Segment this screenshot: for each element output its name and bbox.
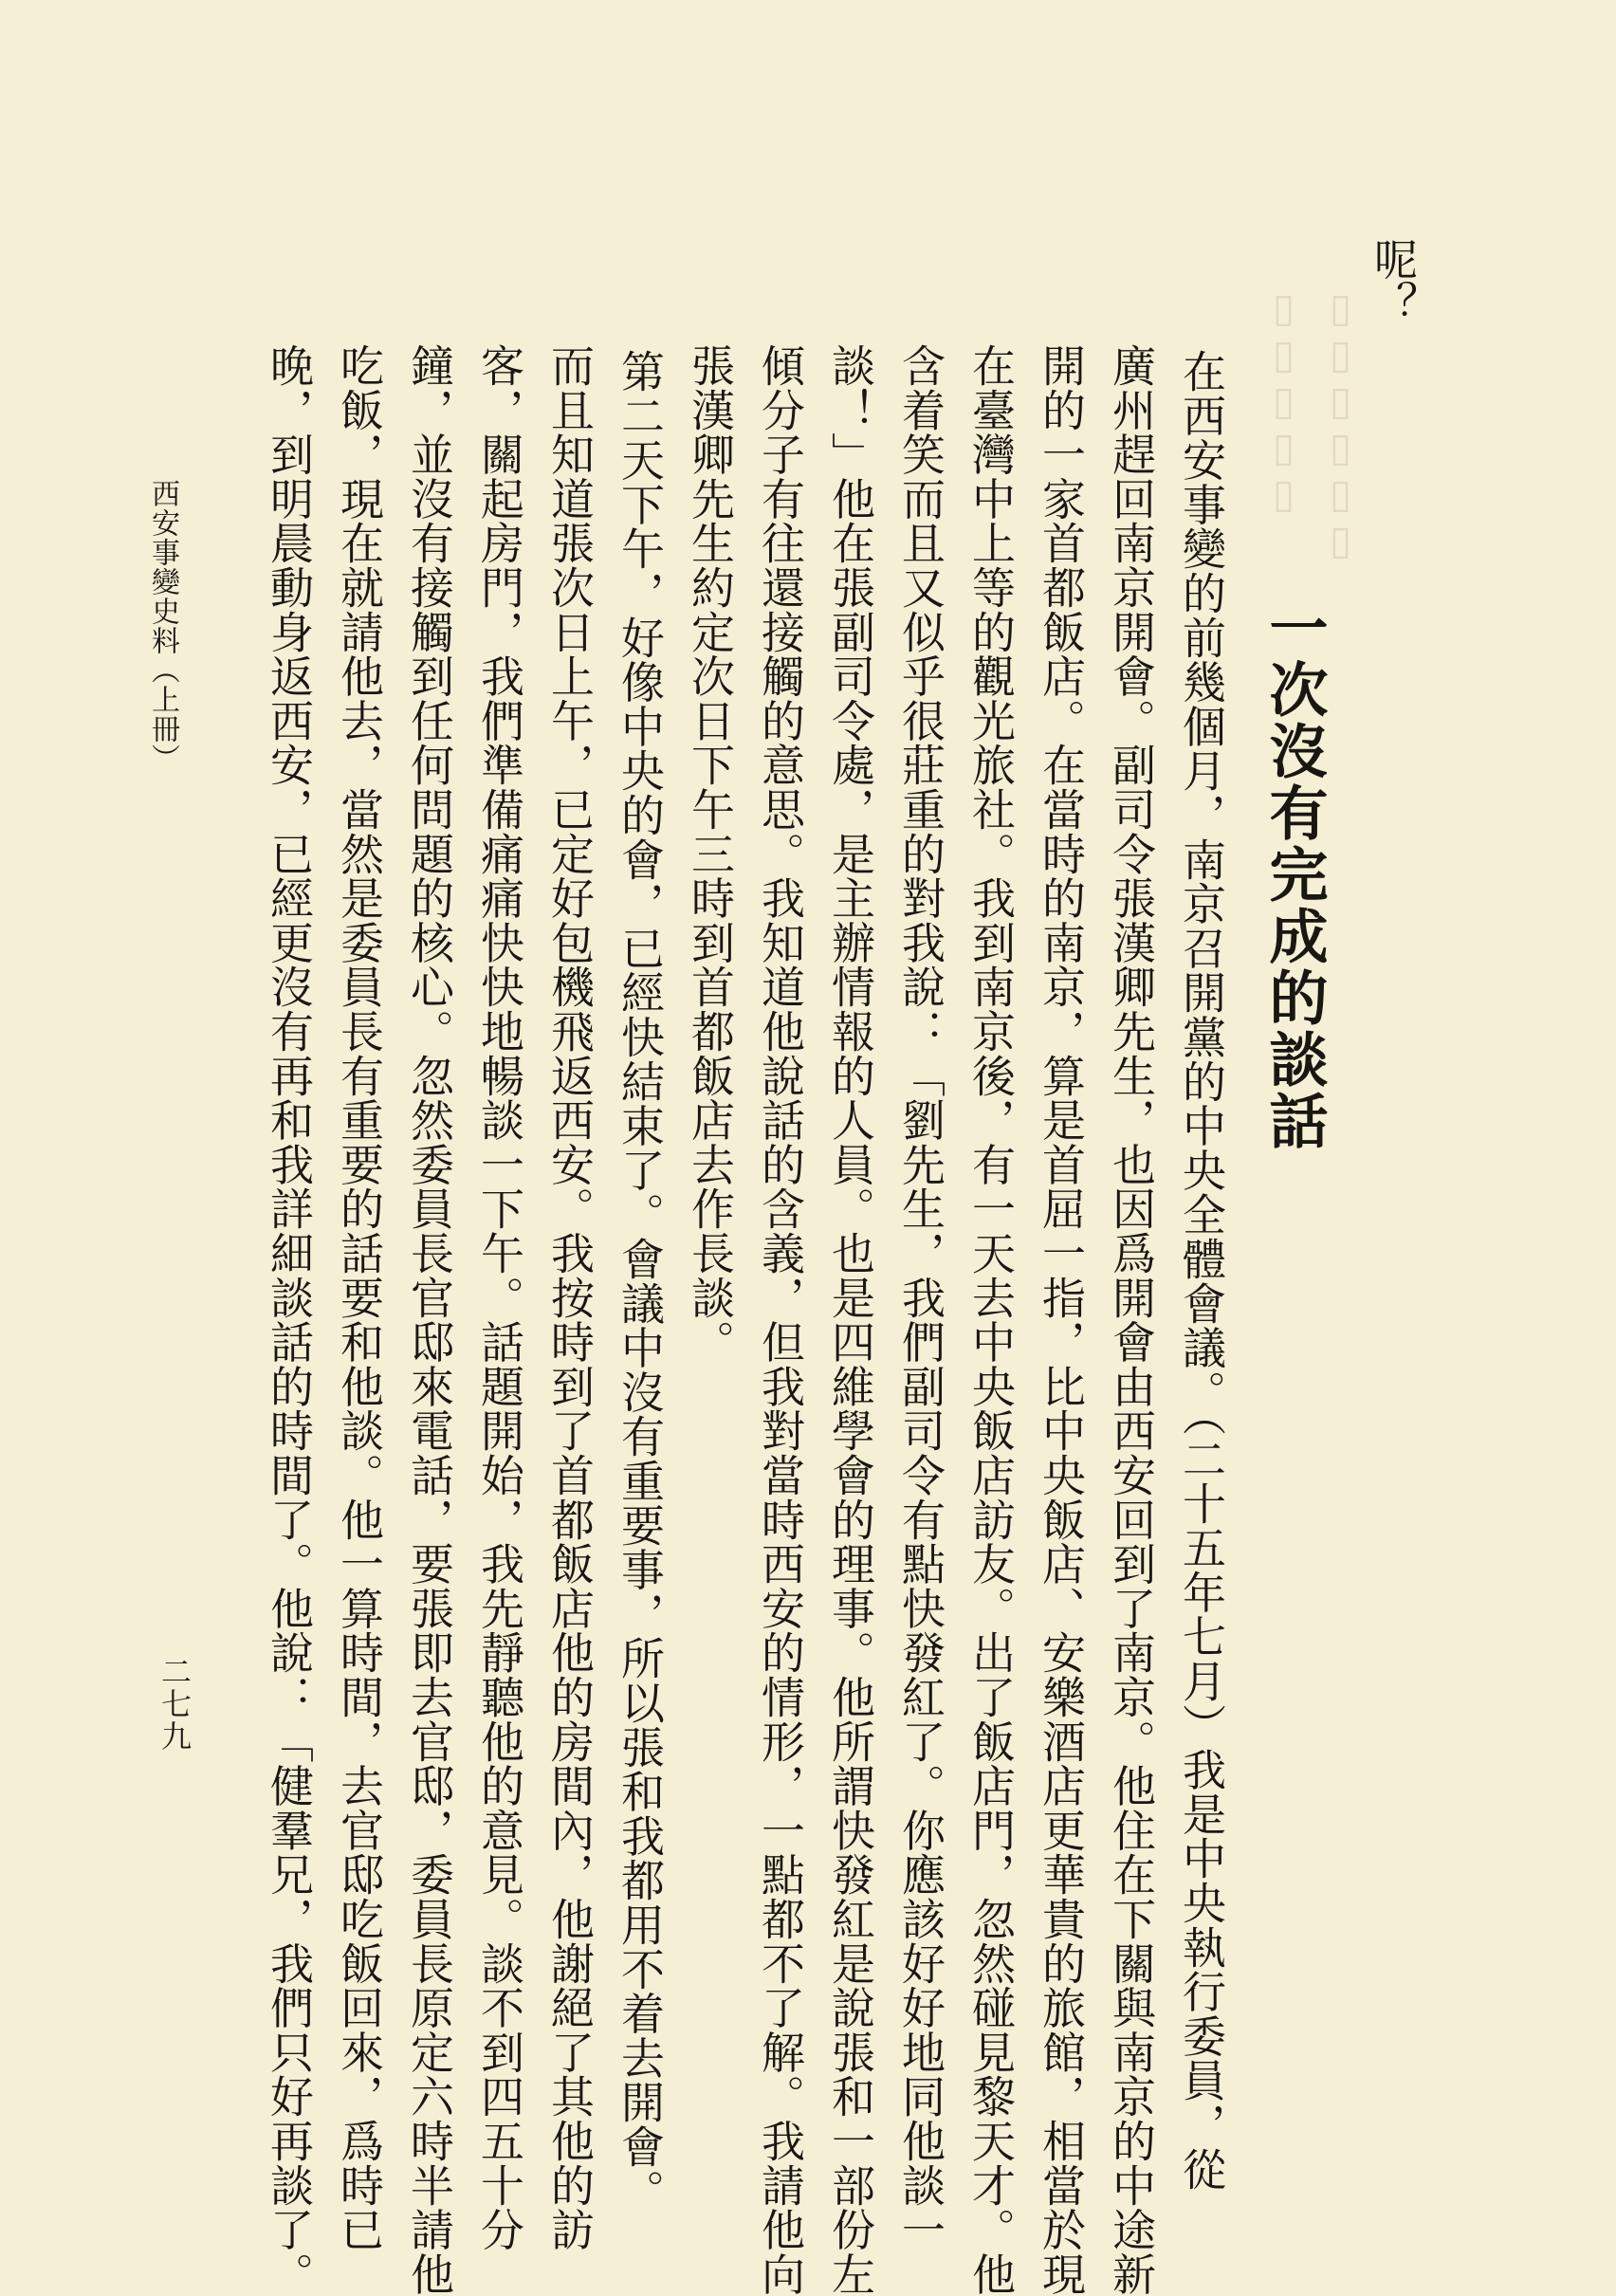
text-column-7: 傾分子有往還接觸的意思。我知道他說話的含義，但我對當時西安的情形，一點都不了解。我請他向 <box>755 343 806 2296</box>
book-title-footer: 西安事變史料（上冊） <box>146 479 179 773</box>
text-column-14: 晚，到明晨動身返西安，已經更沒有再和我詳細談話的時間了。他說：「健羣兄，我們只好再談了。 <box>264 343 315 2296</box>
text-column-2: 廣州趕回南京開會。副司令張漢卿先生，也因爲開會由西安回到了南京。他住在下關與南京的中途新 <box>1106 343 1157 2296</box>
text-column-13: 吃飯，現在就請他去，當然是委員長有重要的話要和他談。他一算時間，去官邸吃飯回來，爲時已 <box>334 343 385 2252</box>
text-column-1: 在西安事變的前幾個月，南京召開黨的中央全體會議。（二十五年七月）我是中央執行委員，從 <box>1176 349 1227 2192</box>
text-column-12: 鐘，並沒有接觸到任何問題的核心。忽然委員長官邸來電話，要張即去官邸，委員長原定六時半請他 <box>404 343 455 2296</box>
text-column-6: 談！」他在張副司令處，是主辦情報的人員。也是四維學會的理事。他所謂快發紅是說張和一部份左 <box>825 343 876 2296</box>
chapter-title: 一次沒有完成的談話 <box>1259 597 1329 1152</box>
previous-paragraph-tail: 呢？ <box>1368 237 1419 324</box>
bleed-through-2: ▯▯▯▯▯ <box>1260 285 1307 517</box>
text-column-4: 在臺灣中上等的觀光旅社。我到南京後，有一天去中央飯店訪友。出了飯店門，忽然碰見黎天才。他 <box>965 343 1017 2296</box>
text-column-10: 而且知道張次日上午，已定好包機飛返西安。我按時到了首都飯店他的房間內，他謝絕了其他的訪 <box>544 343 596 2252</box>
bleed-through-1: ▯▯▯▯▯▯ <box>1317 285 1364 563</box>
page-number: 二七九 <box>156 1656 193 1753</box>
text-column-3: 開的一家首都飯店。在當時的南京，算是首屈一指，比中央飯店、安樂酒店更華貴的旅館，相當於現 <box>1036 343 1087 2296</box>
text-column-5: 含着笑而且又似乎很莊重的對我說：「劉先生，我們副司令有點快發紅了。你應該好好地同他談一 <box>895 343 946 2252</box>
text-column-9: 第二天下午，好像中央的會，已經快結束了。會議中沒有重要事，所以張和我都用不着去開會。 <box>615 349 666 2213</box>
text-column-11: 客，關起房門，我們準備痛痛快快地暢談一下午。話題開始，我先靜聽他的意見。談不到四五十分 <box>474 343 525 2252</box>
text-column-8: 張漢卿先生約定次日下午三時到首都飯店去作長談。 <box>685 343 736 1365</box>
